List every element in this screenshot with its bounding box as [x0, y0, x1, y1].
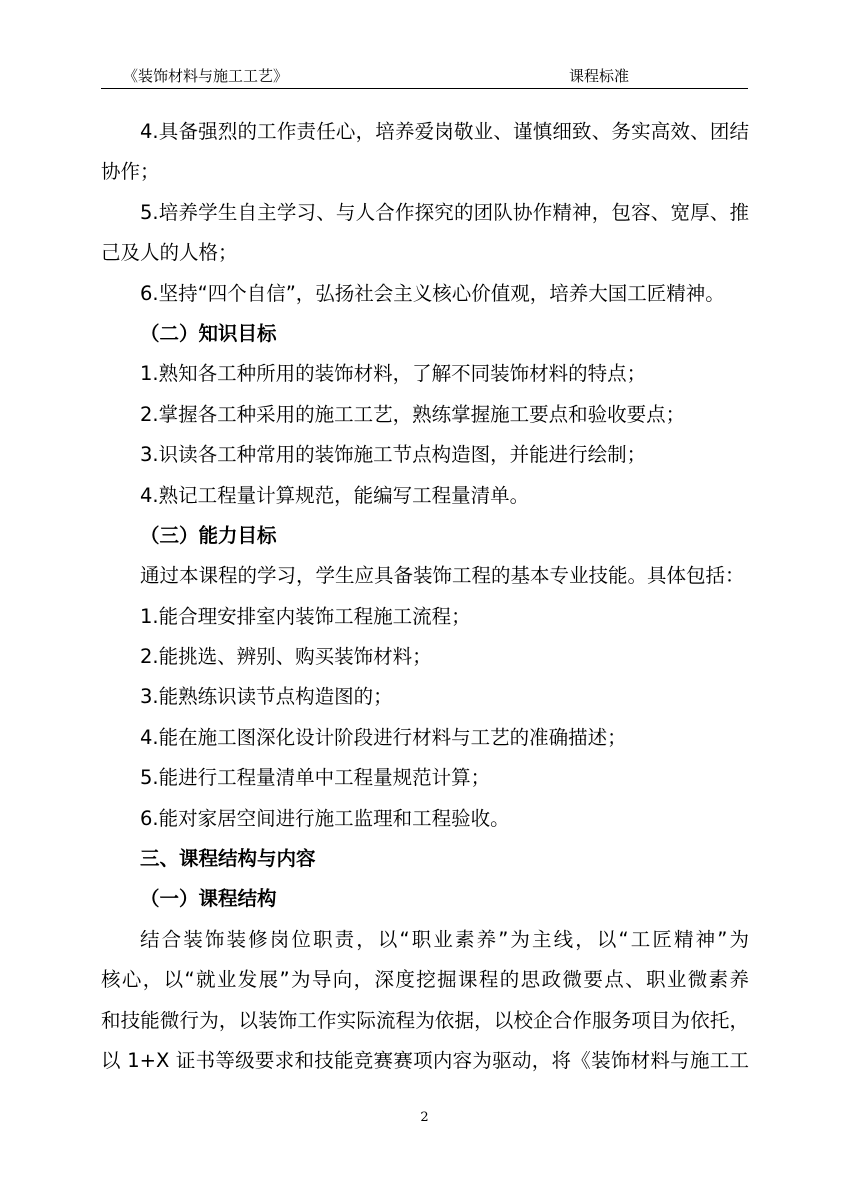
section-heading: （三）能力目标	[140, 523, 277, 547]
text-line: 2.掌握各工种采用的施工工艺，熟练掌握施工要点和验收要点；	[140, 402, 686, 426]
text-line: 2.能挑选、辨别、购买装饰材料；	[140, 645, 432, 669]
text-line: 4.能在施工图深化设计阶段进行材料与工艺的准确描述；	[140, 725, 627, 749]
text-line: 6.坚持“四个自信”，弘扬社会主义核心价值观，培养大国工匠精神。	[140, 281, 725, 305]
text-line: 核心，以“就业发展”为导向，深度挖掘课程的思政微要点、职业微素养	[101, 968, 749, 992]
text-line: 4.熟记工程量计算规范，能编写工程量清单。	[140, 483, 530, 507]
text-line: 3.识读各工种常用的装饰施工节点构造图，并能进行绘制；	[140, 443, 647, 467]
section-heading: （二）知识目标	[140, 321, 277, 345]
text-line: 己及人的人格；	[101, 241, 238, 265]
text-line: 通过本课程的学习，学生应具备装饰工程的基本专业技能。具体包括：	[140, 564, 745, 588]
text-line: 3.能熟练识读节点构造图的；	[140, 685, 393, 709]
section-heading: 三、课程结构与内容	[140, 847, 316, 871]
text-line: 1.能合理安排室内装饰工程施工流程；	[140, 604, 471, 628]
text-line: 5.能进行工程量清单中工程量规范计算；	[140, 766, 491, 790]
document-body	[101, 112, 749, 1081]
text-line: 以 1+X 证书等级要求和技能竞赛赛项内容为驱动，将《装饰材料与施工工	[101, 1048, 749, 1072]
text-line: 4.具备强烈的工作责任心，培养爱岗敬业、谨慎细致、务实高效、团结	[140, 120, 749, 143]
text-line: 1.熟知各工种所用的装饰材料，了解不同装饰材料的特点；	[140, 362, 647, 386]
text-line: 和技能微行为，以装饰工作实际流程为依据，以校企合作服务项目为依托，	[101, 1008, 749, 1032]
text-line: 5.培养学生自主学习、与人合作探究的团队协作精神，包容、宽厚、推	[140, 200, 749, 224]
text-line: 协作；	[101, 160, 160, 184]
header-doc-type: 课程标准	[569, 67, 630, 85]
section-heading: （一）课程结构	[140, 887, 277, 911]
page-header	[101, 62, 748, 89]
text-line: 结合装饰装修岗位职责，以“职业素养”为主线，以“工匠精神”为	[140, 927, 749, 951]
header-course-title: 《装饰材料与施工工艺》	[123, 67, 289, 85]
page-number: 2	[420, 1110, 429, 1125]
text-line: 6.能对家居空间进行施工监理和工程验收。	[140, 806, 510, 830]
